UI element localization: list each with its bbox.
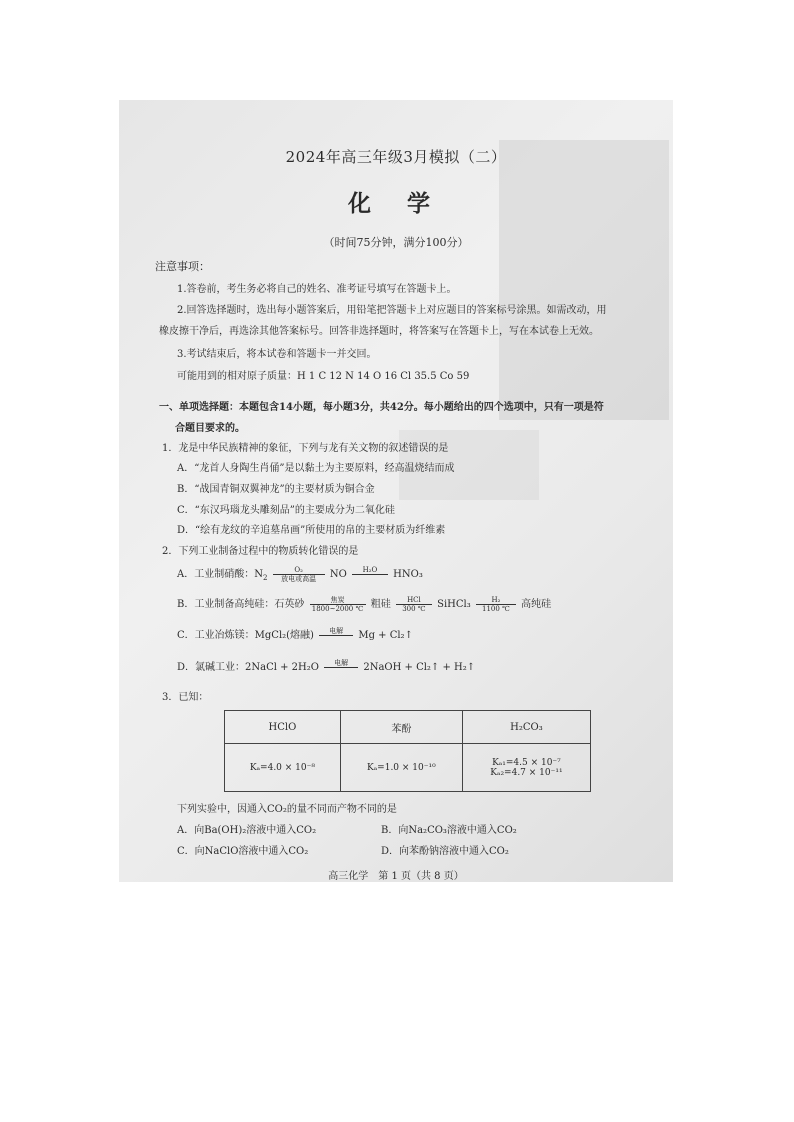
q2-b-product: SiHCl₃: [437, 599, 471, 610]
arrow-condition: 1100 ℃: [482, 605, 510, 613]
table-header-cell: H₂CO₃: [462, 711, 590, 744]
table-header-row: [225, 711, 591, 744]
q3-option-d: D．向苯酚钠溶液中通入CO₂: [381, 846, 509, 857]
reaction-arrow: [273, 566, 325, 583]
ka1-value: Kₐ₁=4.5 × 10⁻⁷: [492, 757, 561, 768]
arrow-condition-empty: [352, 575, 388, 583]
arrow-condition: O₂: [294, 566, 303, 574]
q2-option-d: [177, 659, 475, 676]
q1-stem: 1．龙是中华民族精神的象征，下列与龙有关文物的叙述错误的是: [162, 443, 449, 454]
arrow-condition: 电解: [334, 659, 349, 667]
q1-option-c: C．“东汉玛瑙龙头雕刻品”的主要成分为二氧化硅: [177, 505, 395, 516]
table-header-cell: HClO: [225, 711, 341, 744]
arrow-condition: H₂O: [362, 566, 378, 574]
q2-b-end: 高纯硅: [521, 599, 552, 610]
subscript-2: 2: [262, 574, 268, 582]
q3-question: 下列实验中，因通入CO₂的量不同而产物不同的是: [177, 804, 397, 815]
table-cell: [462, 744, 590, 792]
reaction-arrow: [352, 566, 388, 583]
q3-option-c: C．向NaClO溶液中通入CO₂: [177, 846, 309, 857]
arrow-condition: 300 ℃: [402, 605, 426, 613]
acid-constant-table: [224, 710, 591, 792]
reaction-arrow: [476, 596, 516, 613]
q2-c-label: C．工业冶炼镁：MgCl₂(熔融): [177, 630, 314, 641]
notice-heading: 注意事项：: [155, 260, 210, 273]
q3-option-b: B．向Na₂CO₃溶液中通入CO₂: [381, 825, 517, 836]
notice-item-1: 1.答卷前，考生务必将自己的姓名、准考证号填写在答题卡上。: [177, 284, 457, 295]
arrow-condition: H₂: [491, 596, 501, 604]
atomic-masses: 可能用到的相对原子质量：H 1 C 12 N 14 O 16 Cl 35.5 Co 59: [177, 371, 470, 382]
table-cell: Kₐ=1.0 × 10⁻¹⁰: [340, 744, 462, 792]
section-heading-cont: 合题目要求的。: [175, 423, 245, 434]
q1-option-b: B．“战国青铜双翼神龙”的主要材质为铜合金: [177, 484, 375, 495]
q1-option-a: A．“龙首人身陶生肖俑”是以黏土为主要原料，经高温烧结而成: [177, 463, 455, 474]
table-header-cell: 苯酚: [340, 711, 462, 744]
q2-c-end: Mg + Cl₂↑: [358, 630, 413, 641]
page-footer: 高三化学 第 1 页（共 8 页）: [328, 871, 464, 882]
q2-d-label: D．氯碱工业：2NaCl + 2H₂O: [177, 662, 319, 673]
q2-option-c: [177, 627, 413, 644]
section-heading: 一、单项选择题：本题包含14小题，每小题3分，共42分。每小题给出的四个选项中，只有一项是符: [159, 402, 604, 413]
arrow-condition-empty: [324, 668, 358, 676]
q2-option-a: [177, 566, 423, 583]
table-row: [225, 744, 591, 792]
time-note: （时间75分钟，满分100分）: [323, 236, 469, 249]
q2-a-product: NO: [329, 569, 347, 580]
subject-title: 化 学: [347, 190, 444, 217]
reaction-arrow: [310, 596, 366, 613]
notice-item-2: 2.回答选择题时，选出每小题答案后，用铅笔把答题卡上对应题目的答案标号涂黑。如需改动，用: [177, 305, 607, 316]
notice-item-3: 3.考试结束后，将本试卷和答题卡一并交回。: [177, 349, 377, 360]
arrow-condition: 电解: [329, 627, 344, 635]
q2-option-b: [177, 596, 551, 613]
q2-a-label: A．工业制硝酸：N: [177, 569, 263, 580]
q2-a-end: HNO₃: [393, 569, 423, 580]
q2-stem: 2．下列工业制备过程中的物质转化错误的是: [162, 546, 359, 557]
q3-stem: 3．已知：: [162, 692, 209, 703]
reaction-arrow: [319, 627, 353, 644]
arrow-condition: 焦炭: [330, 596, 345, 604]
q2-b-label: B．工业制备高纯硅：石英砂: [177, 599, 305, 610]
bleed-through-shadow: [499, 140, 669, 420]
arrow-condition-empty: [319, 636, 353, 644]
reaction-arrow: [396, 596, 432, 613]
arrow-condition: 1800~2000 ℃: [311, 605, 364, 613]
q3-option-a: A．向Ba(OH)₂溶液中通入CO₂: [177, 825, 317, 836]
arrow-condition: 放电或高温: [281, 575, 317, 583]
reaction-arrow: [324, 659, 358, 676]
ka2-value: Kₐ₂=4.7 × 10⁻¹¹: [490, 767, 563, 778]
q2-d-end: 2NaOH + Cl₂↑ + H₂↑: [363, 662, 476, 673]
q1-option-d: D．“绘有龙纹的辛追墓帛画”所使用的帛的主要材质为纤维素: [177, 525, 446, 536]
arrow-condition: HCl: [407, 596, 421, 604]
exam-title: 2024年高三年级3月模拟（二）: [285, 148, 507, 166]
q2-b-product: 粗硅: [370, 599, 391, 610]
table-cell: Kₐ=4.0 × 10⁻⁸: [225, 744, 341, 792]
exam-page-photo: [119, 100, 673, 882]
notice-item-2-cont: 橡皮擦干净后，再选涂其他答案标号。回答非选择题时，将答案写在答题卡上，写在本试卷上无效。: [159, 326, 599, 337]
